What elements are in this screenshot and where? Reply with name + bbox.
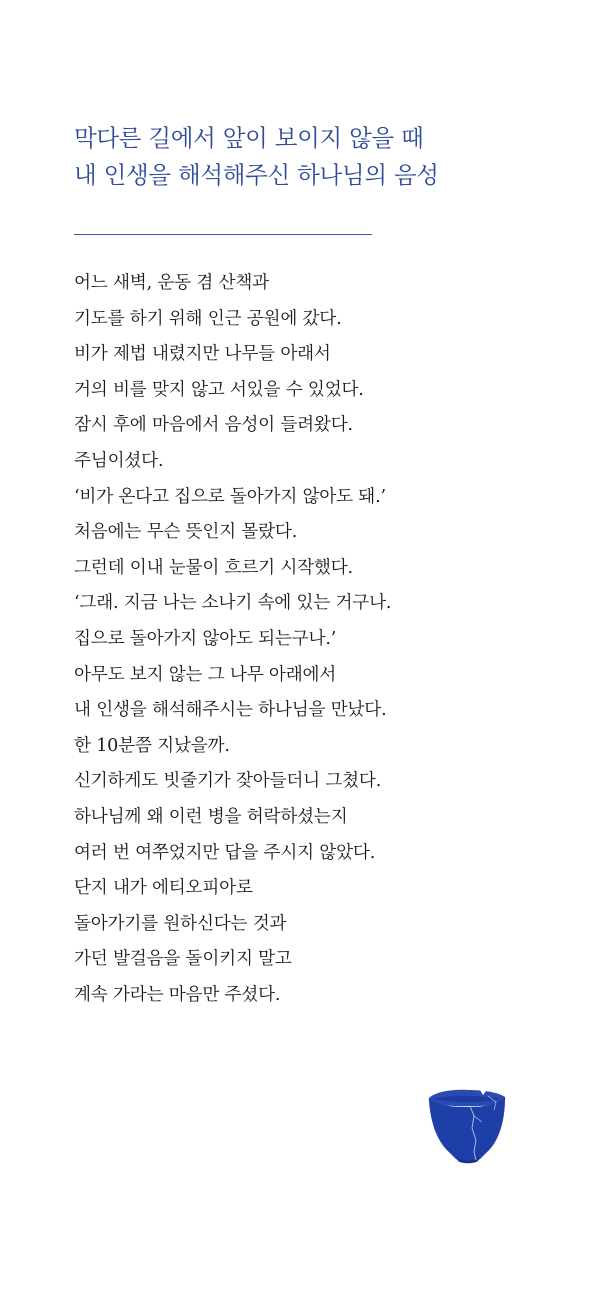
body-text xyxy=(74,266,574,1013)
body-line: 신기하게도 빗줄기가 잦아들더니 그쳤다. xyxy=(74,771,382,792)
body-line: 가던 발걸음을 돌이키지 말고 xyxy=(74,949,292,970)
title-divider xyxy=(74,234,372,235)
body-line: 계속 가라는 마음만 주셨다. xyxy=(74,984,281,1005)
body-line: 하나님께 왜 이런 병을 허락하셨는지 xyxy=(74,806,348,827)
page-title xyxy=(74,120,574,194)
body-line: 집으로 돌아가지 않아도 되는구나.’ xyxy=(74,628,337,649)
cracked-blue-bowl-icon xyxy=(426,1088,508,1164)
body-line: 단지 내가 에티오피아로 xyxy=(74,878,253,899)
title-line-2: 내 인생을 해석해주신 하나님의 음성 xyxy=(74,161,439,189)
body-line: 비가 제법 내렸지만 나무들 아래서 xyxy=(74,344,331,365)
body-line: 거의 비를 맞지 않고 서있을 수 있었다. xyxy=(74,379,364,400)
body-line: 어느 새벽, 운동 겸 산책과 xyxy=(74,273,269,293)
body-line: 처음에는 무슨 뜻인지 몰랐다. xyxy=(74,522,298,543)
body-line: 아무도 보지 않는 그 나무 아래에서 xyxy=(74,664,337,685)
body-line: 주님이셨다. xyxy=(74,450,164,471)
body-line: 그런데 이내 눈물이 흐르기 시작했다. xyxy=(74,557,353,578)
body-line: 잠시 후에 마음에서 음성이 들려왔다. xyxy=(74,415,353,436)
body-line: 내 인생을 해석해주시는 하나님을 만났다. xyxy=(74,700,387,721)
body-line: ‘비가 온다고 집으로 돌아가지 않아도 돼.’ xyxy=(74,486,386,507)
body-line: ‘그래. 지금 나는 소나기 속에 있는 거구나. xyxy=(74,593,392,614)
body-line: 여러 번 여쭈었지만 답을 주시지 않았다. xyxy=(74,842,376,863)
body-line: 돌아가기를 원하신다는 것과 xyxy=(74,913,287,934)
body-line: 기도를 하기 위해 인근 공원에 갔다. xyxy=(74,308,342,329)
title-line-1: 막다른 길에서 앞이 보이지 않을 때 xyxy=(74,124,424,152)
body-line: 한 10분쯤 지났을까. xyxy=(74,735,230,756)
